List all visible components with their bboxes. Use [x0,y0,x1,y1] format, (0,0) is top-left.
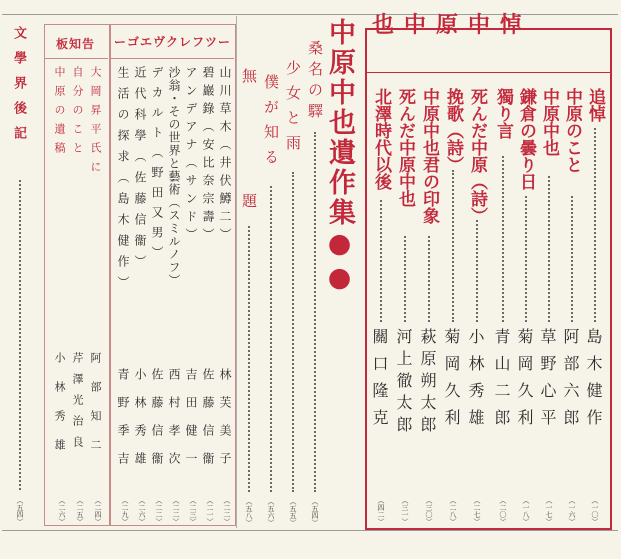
work-title[interactable]: 僕が知る [262,74,280,174]
review-entry-author: 小林秀雄 [133,368,147,480]
notice-entry-author: 小林秀雄 [53,352,66,468]
posthumous-works-title: 中原中也遺作集●● [324,18,355,296]
memorial-entry-page: （二七） [473,497,481,525]
memorial-entry-author: 菊岡久利 [442,328,461,436]
review-entry-page: （二一） [206,497,214,525]
review-entry-author: 佐藤信衞 [150,368,164,480]
memorial-entry-author: 小林秀雄 [466,328,485,436]
work-page: （五四） [311,498,319,526]
review-entry-page: （二二） [172,497,180,525]
review-entry-page: （二六） [138,497,146,525]
notice-entry-author: 芹澤光治良 [71,352,84,457]
memorial-entry-title[interactable]: 死んだ中原（詩） [467,88,487,224]
memorial-entry-author: 萩原朔太郎 [418,328,437,438]
review-entry-title[interactable]: 近代科學（佐藤信衞） [133,66,147,276]
notice-entry-page: （二五） [76,497,84,525]
review-entry-author: 青野季吉 [116,368,130,480]
memorial-entry-author: 關口隆克 [370,328,389,436]
outer-rule-bottom [2,530,618,531]
work-page: （五八） [245,498,253,526]
memorial-entry-title[interactable]: 追悼 [585,88,605,122]
review-entry-author: 吉田健一 [184,368,198,480]
review-heading-rule [110,58,234,59]
memorial-entry-title[interactable]: 中原のこと [562,88,582,173]
memorial-entry-author: 青山二郎 [492,328,511,436]
review-entry-author: 林芙美子 [218,368,232,480]
afterword-page: （五四） [16,497,24,525]
notice-entry-title[interactable]: 中原の遺稿 [53,66,66,161]
memorial-entry-page: （二八） [449,497,457,525]
review-entry-title[interactable]: 碧巖錄（安比奈宗壽） [201,66,215,246]
memorial-entry-author: 草野心平 [538,328,557,436]
review-entry-page: （二九） [121,497,129,525]
notice-entry-author: 阿部知二 [89,352,102,468]
memorial-entry-title[interactable]: 獨り言 [493,88,513,139]
notice-entry-title[interactable]: 自分のこと [71,66,84,161]
memorial-entry-title[interactable]: 中原中也 [539,88,559,156]
review-entry-title[interactable]: 山川草木（井伏鱒二） [218,66,232,246]
review-section-heading: ーツフレクヴエゴー [114,35,232,49]
review-entry-title[interactable]: 沙翁・その世界と藝術（スミルノフ） [167,66,181,287]
memorial-entry-author: 阿部六郎 [561,328,580,436]
work-page: （五五） [289,498,297,526]
memorial-entry-page: （一〇） [591,497,599,525]
memorial-entry-page: （四二） [377,497,385,525]
memorial-entry-author: 菊岡久利 [515,328,534,436]
memorial-entry-title[interactable]: 中原中也君の印象 [419,88,439,224]
review-entry-title[interactable]: 生活の探求（島木健作） [116,66,130,297]
afterword-title[interactable]: 文學界後記 [11,26,26,151]
memorial-entry-page: （二〇） [499,497,507,525]
notice-heading-rule [44,58,108,59]
review-entry-page: （二二） [155,497,163,525]
work-page: （五六） [267,498,275,526]
review-entry-author: 佐藤信衞 [201,368,215,480]
memorial-section-heading: 悼中原中也 [372,12,533,38]
review-entry-page: （二三） [189,497,197,525]
memorial-heading-rule [367,72,610,73]
memorial-entry-title[interactable]: 死んだ中原中也 [395,88,415,207]
memorial-entry-title[interactable]: 挽歌（詩） [443,88,463,173]
review-entry-author: 西村孝次 [167,368,181,480]
notice-entry-title[interactable]: 大岡昇平氏に [89,66,102,180]
work-title[interactable]: 少女と雨 [284,60,302,160]
memorial-entry-title[interactable]: 北澤時代以後 [371,88,391,190]
review-entry-title[interactable]: デカルト（野田又男） [150,66,164,266]
memorial-entry-page: （三〇） [425,497,433,525]
memorial-entry-author: 島木健作 [584,328,603,436]
notice-section-heading: 告知板 [56,37,96,51]
review-entry-page: （二二） [223,497,231,525]
memorial-entry-title[interactable]: 鎌倉の曇り日 [516,88,536,190]
memorial-entry-author: 河上徹太郎 [394,328,413,438]
notice-entry-page: （二四） [94,497,102,525]
memorial-entry-page: （三一） [401,497,409,525]
memorial-entry-page: （一六） [568,497,576,525]
memorial-entry-page: （一八） [522,497,530,525]
column-divider [236,16,237,528]
review-entry-title[interactable]: アンデアナ（サンド） [184,66,198,246]
work-title[interactable]: 無題 [240,68,258,318]
notice-entry-page: （二六） [58,497,66,525]
memorial-entry-page: （一七） [545,497,553,525]
work-title[interactable]: 桑名の驛 [306,40,324,124]
